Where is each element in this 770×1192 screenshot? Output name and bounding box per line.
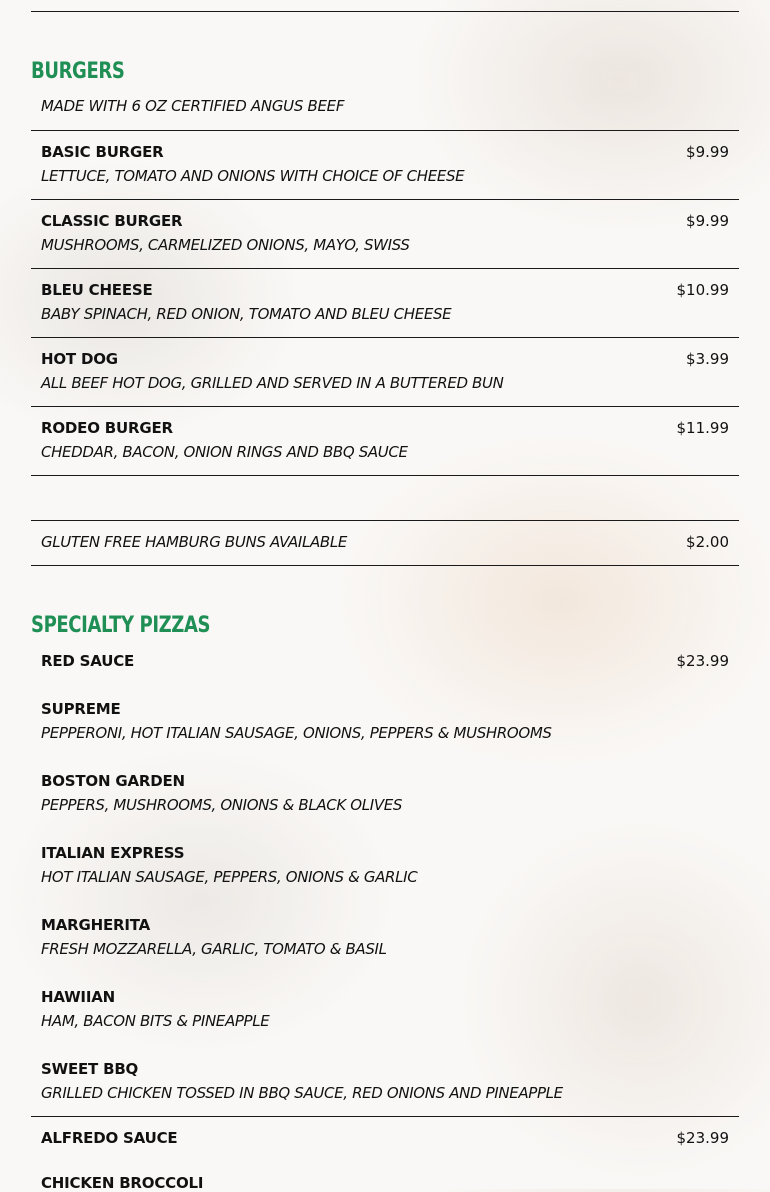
sauce-price: $23.99 (676, 652, 729, 670)
item-name: BLEU CHEESE (41, 281, 153, 299)
divider (31, 1116, 739, 1117)
sauce-price: $23.99 (676, 1129, 729, 1147)
item-description: BABY SPINACH, RED ONION, TOMATO AND BLEU CHEESE (41, 305, 452, 323)
item-name: RODEO BURGER (41, 419, 173, 437)
item-description: HOT ITALIAN SAUSAGE, PEPPERS, ONIONS & GARLIC (41, 868, 418, 886)
item-price: $9.99 (686, 212, 729, 230)
divider (31, 565, 739, 566)
item-description: GRILLED CHICKEN TOSSED IN BBQ SAUCE, RED ONIONS AND PINEAPPLE (41, 1084, 563, 1102)
item-description: FRESH MOZZARELLA, GARLIC, TOMATO & BASIL (41, 940, 387, 958)
divider (31, 268, 739, 269)
section-note: MADE WITH 6 OZ CERTIFIED ANGUS BEEF (41, 97, 345, 115)
addon-description: GLUTEN FREE HAMBURG BUNS AVAILABLE (41, 533, 347, 551)
item-name: BOSTON GARDEN (41, 772, 185, 790)
divider (31, 475, 739, 476)
item-description: HAM, BACON BITS & PINEAPPLE (41, 1012, 270, 1030)
addon-price: $2.00 (686, 533, 729, 551)
item-description: PEPPERS, MUSHROOMS, ONIONS & BLACK OLIVES (41, 796, 403, 814)
item-price: $11.99 (676, 419, 729, 437)
item-name: ITALIAN EXPRESS (41, 844, 185, 862)
divider (31, 130, 739, 131)
divider (31, 11, 739, 12)
item-price: $10.99 (676, 281, 729, 299)
item-name: MARGHERITA (41, 916, 151, 934)
item-description: PEPPERONI, HOT ITALIAN SAUSAGE, ONIONS, PEPPERS & MUSHROOMS (41, 724, 552, 742)
item-description: ALL BEEF HOT DOG, GRILLED AND SERVED IN A BUTTERED BUN (41, 374, 504, 392)
section-heading-pizzas: SPECIALTY PIZZAS (31, 613, 211, 638)
item-name: SWEET BBQ (41, 1060, 139, 1078)
sauce-name: ALFREDO SAUCE (41, 1129, 178, 1147)
divider (31, 406, 739, 407)
item-name: HOT DOG (41, 350, 118, 368)
item-name: HAWIIAN (41, 988, 115, 1006)
item-name: BASIC BURGER (41, 143, 164, 161)
section-heading-burgers: BURGERS (31, 59, 125, 84)
item-name: CHICKEN BROCCOLI (41, 1174, 204, 1192)
sauce-name: RED SAUCE (41, 652, 135, 670)
item-price: $9.99 (686, 143, 729, 161)
divider (31, 337, 739, 338)
item-description: CHEDDAR, BACON, ONION RINGS AND BBQ SAUCE (41, 443, 408, 461)
item-description: MUSHROOMS, CARMELIZED ONIONS, MAYO, SWISS (41, 236, 410, 254)
item-description: LETTUCE, TOMATO AND ONIONS WITH CHOICE OF CHEESE (41, 167, 465, 185)
divider (31, 199, 739, 200)
item-price: $3.99 (686, 350, 729, 368)
divider (31, 520, 739, 521)
item-name: CLASSIC BURGER (41, 212, 183, 230)
item-name: SUPREME (41, 700, 121, 718)
